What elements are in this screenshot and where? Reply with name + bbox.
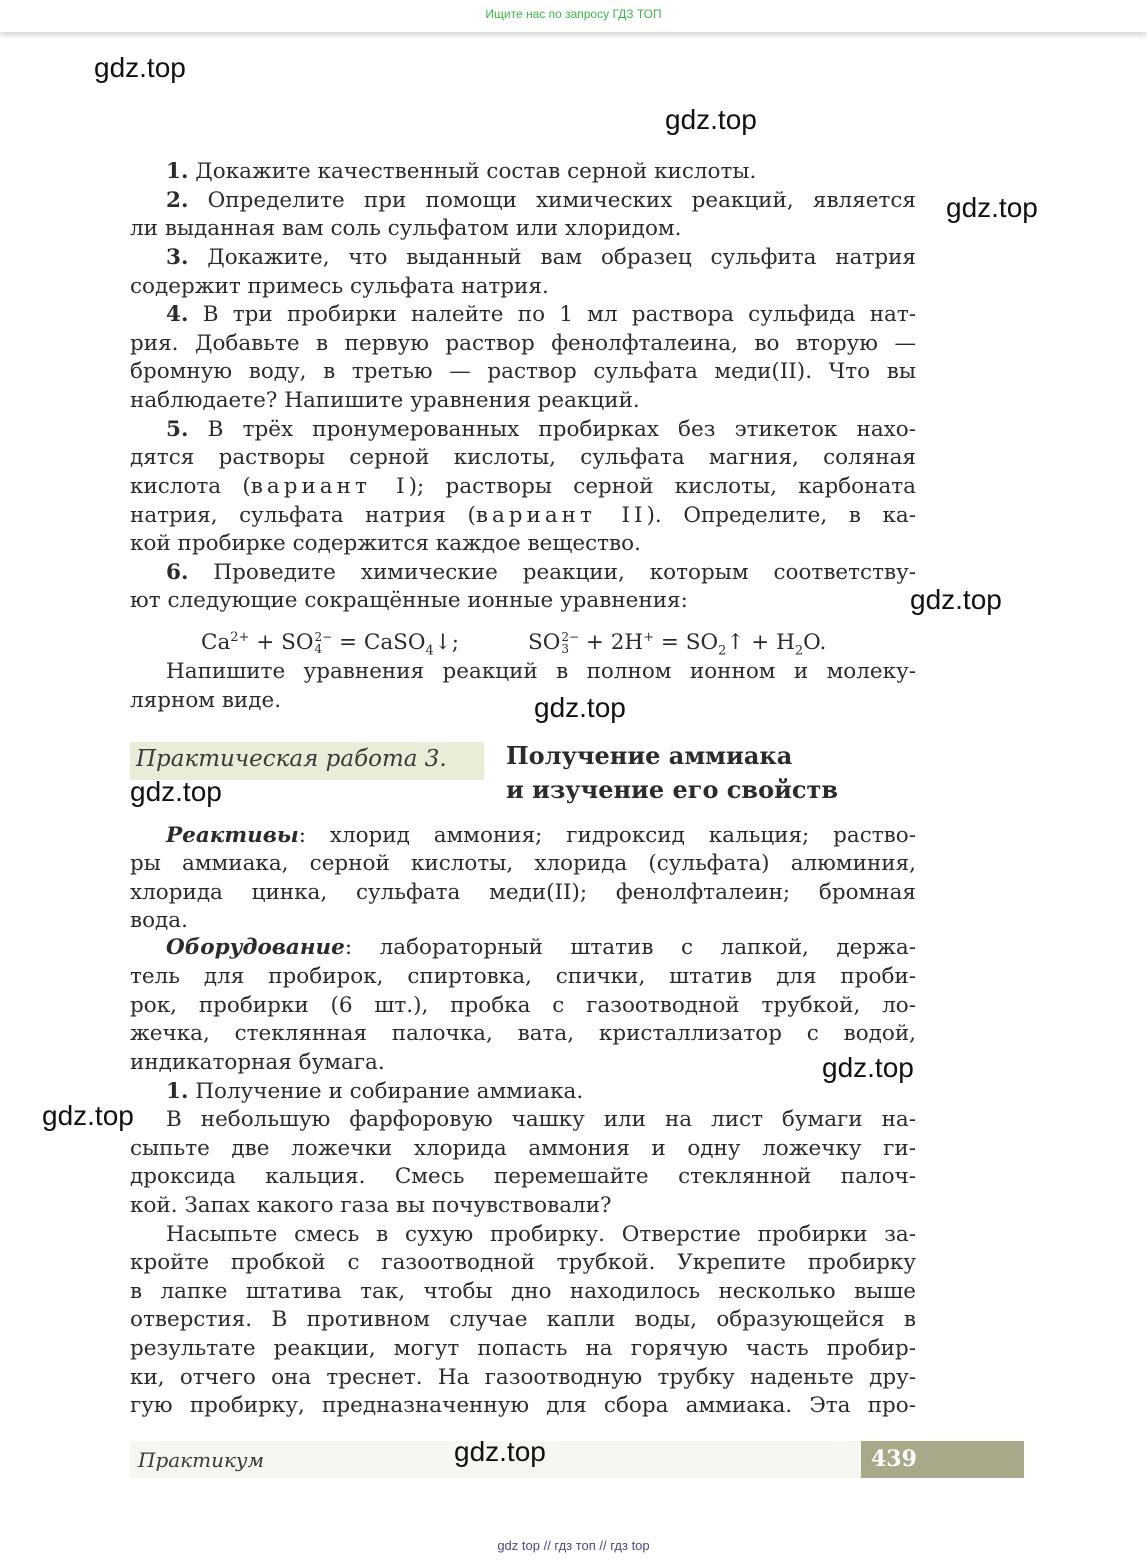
ionic-equation-1	[201, 622, 460, 659]
task-text: Определите при помощи химических реакций, является	[207, 188, 916, 213]
formula-part: = CaSO	[332, 630, 426, 656]
step-1-title	[130, 1078, 916, 1106]
watermark: gdz.top	[130, 776, 222, 807]
formula-part: ↓;	[433, 630, 460, 656]
paragraph-line-3: в лапке штатива так, чтобы дно находилось несколько выше	[130, 1279, 916, 1304]
text-part: ); растворы серной кислоты, карбоната	[408, 474, 916, 499]
formula-part: SO	[528, 630, 561, 656]
step-1-line-4: кой. Запах какого газа вы почувствовали?	[130, 1193, 612, 1218]
watermark: gdz.top	[946, 192, 1038, 223]
formula-part: Ca	[201, 630, 231, 656]
bottom-links[interactable]: gdz top // гдз топ // гдз top	[497, 1538, 650, 1553]
task-number: 2.	[166, 188, 189, 213]
variant-label: вариант I	[250, 474, 409, 499]
task-number: 3.	[166, 245, 189, 270]
task-6-line-4: лярном виде.	[130, 688, 282, 713]
task-4-line-3: бромную воду, в третью — раствор сульфата меди(II). Что вы	[130, 359, 916, 384]
task-number: 6.	[166, 560, 189, 585]
watermark: gdz.top	[454, 1436, 546, 1467]
equipment-line-2: тель для пробирок, спиртовка, спички, штатив для проби-	[130, 964, 916, 989]
formula-index: 2	[794, 643, 804, 659]
task-6-line-3: Напишите уравнения реакций в полном ионном и молеку-	[166, 659, 916, 684]
task-5-line-1	[130, 416, 916, 444]
equipment-text: : лабораторный штатив с лапкой, держа-	[344, 935, 916, 960]
formula-charge: +	[643, 630, 655, 645]
watermark: gdz.top	[534, 692, 626, 723]
formula-index: 4	[314, 642, 323, 657]
equipment-line-4: жечка, стеклянная палочка, вата, кристаллизатор с водой,	[130, 1021, 916, 1046]
formula-superscript-subscript	[561, 631, 579, 655]
step-1-line-1: В небольшую фарфоровую чашку или на лист бумаги на-	[166, 1107, 916, 1132]
watermark: gdz.top	[665, 104, 757, 135]
step-number: 1.	[166, 1079, 189, 1104]
paragraph-line-2: кройте пробкой с газоотводной трубкой. Укрепите пробирку	[130, 1250, 916, 1275]
ionic-equation-2	[528, 622, 827, 659]
formula-superscript-subscript	[315, 631, 333, 655]
task-4-line-1	[130, 301, 916, 329]
formula-part: = SO	[654, 630, 719, 656]
watermark: gdz.top	[94, 52, 186, 83]
watermark: gdz.top	[42, 1100, 134, 1131]
footer-section: Практикум	[138, 1448, 265, 1472]
watermark: gdz.top	[910, 584, 1002, 615]
watermark: gdz.top	[822, 1052, 914, 1083]
formula-charge: 2−	[561, 630, 580, 645]
paragraph-line-4: отверстия. В противном случае капли воды, образующейся в	[130, 1307, 916, 1332]
task-number: 5.	[166, 417, 189, 442]
page-number: 439	[871, 1446, 917, 1472]
task-text: Проведите химические реакции, которым соответству-	[213, 560, 916, 585]
reagents-text: : хлорид аммония; гидроксид кальция; раство-	[298, 823, 916, 848]
reagents-line-1	[130, 822, 916, 850]
task-2-line-1	[130, 187, 916, 215]
task-number: 1.	[166, 159, 189, 184]
equipment-label: Оборудование	[166, 935, 345, 960]
formula-part: O.	[803, 630, 827, 656]
equipment-line-3: рок, пробирки (6 шт.), пробка с газоотводной трубкой, ло-	[130, 993, 916, 1018]
equipment-line-5: индикаторная бумага.	[130, 1050, 385, 1075]
task-2-line-2: ли выданная вам соль сульфатом или хлоридом.	[130, 216, 682, 241]
practical-title-line-2: и изучение его свойств	[506, 775, 839, 804]
task-4-line-4: наблюдаете? Напишите уравнения реакций.	[130, 388, 640, 413]
task-number: 4.	[166, 302, 189, 327]
paragraph-line-7: гую пробирку, предназначенную для сбора аммиака. Эта про-	[130, 1393, 916, 1418]
reagents-line-2: ры аммиака, серной кислоты, хлорида (сульфата) алюминия,	[130, 851, 916, 876]
step-title: Получение и собирание аммиака.	[195, 1079, 584, 1104]
task-4-line-2: рия. Добавьте в первую раствор фенолфталеина, во вторую —	[130, 331, 916, 356]
task-text: Докажите качественный состав серной кислоты.	[195, 159, 757, 184]
task-6-line-2: ют следующие сокращённые ионные уравнения:	[130, 588, 688, 613]
practical-work-label-box	[130, 742, 484, 780]
formula-part: ↑ + H	[726, 630, 795, 656]
step-1-line-3: дроксида кальция. Смесь перемешайте стеклянной палоч-	[130, 1164, 916, 1189]
task-3-line-1	[130, 244, 916, 272]
banner-text[interactable]: Ищите нас по запросу ГДЗ ТОП	[485, 7, 662, 21]
task-5-line-5: кой пробирке содержится каждое вещество.	[130, 531, 641, 556]
formula-index: 2	[718, 643, 727, 659]
task-5-line-2: дятся растворы серной кислоты, сульфата магния, соляная	[130, 445, 916, 470]
text-part: кислота (	[130, 474, 251, 499]
text-part: натрия, сульфата натрия (	[130, 503, 476, 528]
task-3-line-2: содержит примесь сульфата натрия.	[130, 274, 549, 299]
task-text: В трёх пронумерованных пробирках без этикеток нахо-	[207, 417, 916, 442]
practical-title-line-1: Получение аммиака	[506, 741, 793, 770]
paragraph-line-6: ки, отчего она треснет. На газоотводную трубку наденьте дру-	[130, 1365, 916, 1390]
reagents-line-4: вода.	[130, 908, 188, 933]
text-part: ). Определите, в ка-	[646, 503, 916, 528]
page-number-box	[861, 1441, 1024, 1478]
task-5-line-4	[130, 502, 916, 530]
task-6-line-1	[130, 559, 916, 587]
task-5-line-3	[130, 473, 916, 501]
step-1-line-2: сыпьте две ложечки хлорида аммония и одну ложечку ги-	[130, 1136, 916, 1161]
equipment-line-1	[130, 934, 916, 962]
formula-part: + SO	[249, 630, 314, 656]
formula-index: 3	[561, 642, 569, 657]
formula-charge: 2+	[230, 630, 250, 645]
variant-label: вариант II	[475, 503, 647, 528]
formula-charge: 2−	[314, 630, 333, 645]
top-banner	[0, 0, 1147, 32]
paragraph-line-1: Насыпьте смесь в сухую пробирку. Отверстие пробирки за-	[166, 1222, 916, 1247]
task-text: В три пробирки налейте по 1 мл раствора сульфида нат-	[202, 302, 917, 327]
practical-work-label: Практическая работа 3.	[136, 746, 447, 772]
task-text: Докажите, что выданный вам образец сульфита натрия	[207, 245, 916, 270]
formula-part: + 2H	[579, 630, 644, 656]
reagents-label: Реактивы	[166, 823, 299, 848]
task-1	[130, 158, 916, 186]
reagents-line-3: хлорида цинка, сульфата меди(II); фенолфталеин; бромная	[130, 880, 916, 905]
formula-index: 4	[425, 643, 434, 659]
paragraph-line-5: результате реакции, могут попасть на горячую часть пробир-	[130, 1336, 916, 1361]
